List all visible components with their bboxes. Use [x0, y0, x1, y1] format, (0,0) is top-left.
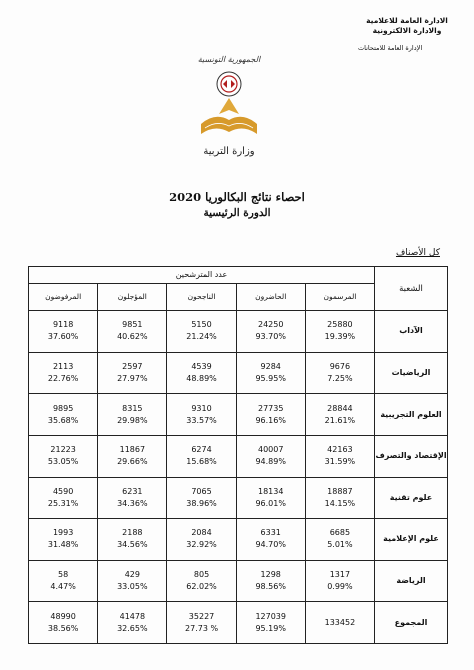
col-header-rejected: المرفوضون — [29, 284, 98, 311]
table-row — [29, 311, 448, 353]
value-cell — [98, 519, 167, 561]
candidates-group-header: عدد المترشحين — [29, 267, 375, 284]
count-value: 40007 — [257, 445, 284, 455]
count-value: 127039 — [255, 611, 286, 621]
percent-value: 95.19% — [255, 623, 286, 633]
header-exams-directorate: الإدارة العامة للامتحانات — [358, 44, 423, 52]
count-value: 11867 — [119, 445, 146, 455]
percent-value: 32.65% — [117, 623, 148, 633]
count-value: 42163 — [327, 445, 353, 455]
ministry-emblem — [195, 50, 263, 158]
value-cell — [29, 560, 98, 602]
count-value: 6331 — [260, 528, 281, 538]
value-cell — [98, 602, 167, 644]
value-cell — [305, 560, 374, 602]
count-value: 6231 — [122, 486, 143, 496]
count-value: 48990 — [50, 611, 76, 621]
count-value: 7065 — [191, 486, 212, 496]
title-line2: الدورة الرئيسية — [203, 207, 271, 219]
percent-value: 94.70% — [255, 540, 286, 550]
percent-value: 95.95% — [255, 373, 286, 383]
count-value: 18134 — [257, 486, 284, 496]
percent-value: 35.68% — [47, 415, 79, 425]
percent-value: 31.48% — [47, 540, 79, 550]
percent-value: 96.16% — [255, 415, 286, 425]
count-value: 2597 — [122, 361, 143, 371]
col-header-passed: الناجحون — [167, 284, 236, 311]
percent-value: 27.73 % — [185, 623, 219, 633]
percent-value: 5.01% — [327, 540, 353, 550]
value-cell — [236, 519, 305, 561]
value-cell — [236, 311, 305, 353]
specialty-cell: المجموع — [375, 602, 448, 644]
header-institution — [352, 16, 462, 36]
percent-value: 53.05% — [47, 457, 79, 467]
value-cell — [167, 394, 236, 436]
percent-value: 93.70% — [255, 332, 286, 342]
percent-value: 33.57% — [186, 415, 217, 425]
header-right-line1: الادارة العامة للاعلامية — [366, 16, 448, 25]
value-cell — [236, 560, 305, 602]
specialty-cell: الرياضة — [375, 560, 448, 602]
count-value: 4539 — [191, 361, 212, 371]
emblem-top-text: الجمهورية التونسية — [197, 55, 261, 64]
percent-value: 62.02% — [186, 582, 217, 592]
value-cell — [167, 435, 236, 477]
table-row — [29, 602, 448, 644]
specialty-cell: الآداب — [375, 311, 448, 353]
value-cell — [98, 560, 167, 602]
percent-value: 7.25% — [327, 373, 353, 383]
count-value: 2084 — [191, 528, 212, 538]
count-value: 25880 — [327, 320, 353, 330]
value-cell — [98, 311, 167, 353]
count-value: 1993 — [52, 528, 74, 538]
value-cell — [29, 352, 98, 394]
value-cell — [167, 352, 236, 394]
count-value: 429 — [124, 570, 140, 580]
percent-value: 38.56% — [47, 623, 79, 633]
value-cell — [167, 477, 236, 519]
specialty-cell: علوم تقنية — [375, 477, 448, 519]
table-row — [29, 435, 448, 477]
percent-value: 33.05% — [117, 582, 148, 592]
col-header-deferred: المؤجلون — [98, 284, 167, 311]
document-title — [0, 190, 474, 219]
count-value: 6274 — [191, 445, 212, 455]
count-value: 4590 — [52, 486, 74, 496]
emblem-bottom-text: وزارة التربية — [203, 146, 255, 157]
percent-value: 15.68% — [186, 457, 217, 467]
value-cell — [29, 519, 98, 561]
specialty-cell: الرياضيات — [375, 352, 448, 394]
count-value: 28844 — [327, 403, 353, 413]
col-header-present: الحاضرون — [236, 284, 305, 311]
count-value: 9895 — [52, 403, 74, 413]
count-value: 9118 — [52, 320, 74, 330]
value-cell — [236, 394, 305, 436]
value-cell — [167, 311, 236, 353]
percent-value: 14.15% — [324, 498, 356, 508]
percent-value: 0.99% — [327, 582, 353, 592]
percent-value: 48.89% — [186, 373, 217, 383]
value-cell — [29, 394, 98, 436]
percent-value: 31.59% — [324, 457, 356, 467]
percent-value: 22.76% — [47, 373, 79, 383]
count-value: 5150 — [191, 320, 212, 330]
percent-value: 32.92% — [186, 540, 217, 550]
count-value: 35227 — [188, 611, 215, 621]
percent-value: 38.96% — [186, 498, 217, 508]
percent-value: 29.98% — [117, 415, 148, 425]
percent-value: 27.97% — [117, 373, 148, 383]
percent-value: 37.60% — [47, 332, 79, 342]
percent-value: 94.89% — [255, 457, 286, 467]
results-table — [28, 266, 448, 644]
value-cell — [236, 602, 305, 644]
table-row — [29, 352, 448, 394]
specialty-cell: العلوم التجريبية — [375, 394, 448, 436]
count-value: 9676 — [329, 361, 351, 371]
value-cell — [98, 394, 167, 436]
count-value: 8315 — [122, 403, 143, 413]
count-value: 58 — [58, 570, 69, 580]
value-cell — [167, 519, 236, 561]
value-cell — [29, 435, 98, 477]
value-cell — [305, 352, 374, 394]
count-value: 133452 — [324, 617, 356, 627]
value-cell — [167, 560, 236, 602]
specialty-cell: الإقتصاد والتصرف — [375, 435, 448, 477]
count-value: 24250 — [257, 320, 284, 330]
percent-value: 34.56% — [117, 540, 148, 550]
value-cell — [98, 352, 167, 394]
value-cell — [236, 477, 305, 519]
percent-value: 98.56% — [255, 582, 286, 592]
count-value: 41478 — [119, 611, 146, 621]
percent-value: 21.61% — [324, 415, 356, 425]
specialty-cell: علوم الإعلامية — [375, 519, 448, 561]
value-cell — [305, 311, 374, 353]
count-value: 1317 — [329, 570, 351, 580]
percent-value: 21.24% — [186, 332, 217, 342]
value-cell — [305, 394, 374, 436]
count-value: 9310 — [191, 403, 212, 413]
value-cell — [29, 602, 98, 644]
count-value: 2188 — [122, 528, 143, 538]
value-cell — [305, 519, 374, 561]
percent-value: 34.36% — [117, 498, 148, 508]
count-value: 1298 — [260, 570, 281, 580]
count-value: 6685 — [329, 528, 351, 538]
count-value: 21223 — [50, 445, 76, 455]
count-value: 2113 — [52, 361, 74, 371]
value-cell — [236, 352, 305, 394]
value-cell — [29, 311, 98, 353]
count-value: 805 — [193, 570, 210, 580]
value-cell — [305, 602, 374, 644]
category-subtitle: كل الأصناف — [395, 248, 440, 258]
count-value: 27735 — [257, 403, 284, 413]
percent-value: 19.39% — [324, 332, 356, 342]
table-row — [29, 477, 448, 519]
percent-value: 40.62% — [117, 332, 148, 342]
header-right-line2: والادارة الالكترونية — [372, 26, 442, 35]
value-cell — [167, 602, 236, 644]
col-header-registered: المرسمون — [305, 284, 374, 311]
percent-value: 25.31% — [47, 498, 79, 508]
table-row — [29, 560, 448, 602]
value-cell — [305, 435, 374, 477]
percent-value: 4.47% — [50, 582, 76, 592]
table-row — [29, 519, 448, 561]
value-cell — [29, 477, 98, 519]
percent-value: 96.01% — [255, 498, 286, 508]
value-cell — [236, 435, 305, 477]
value-cell — [98, 477, 167, 519]
specialty-header: الشعبة — [375, 267, 448, 311]
title-line1: احصاء نتائج البكالوريا 2020 — [169, 190, 305, 204]
value-cell — [305, 477, 374, 519]
table-row — [29, 394, 448, 436]
count-value: 9284 — [260, 361, 281, 371]
percent-value: 29.66% — [117, 457, 148, 467]
count-value: 9851 — [122, 320, 143, 330]
value-cell — [98, 435, 167, 477]
count-value: 18887 — [327, 486, 353, 496]
